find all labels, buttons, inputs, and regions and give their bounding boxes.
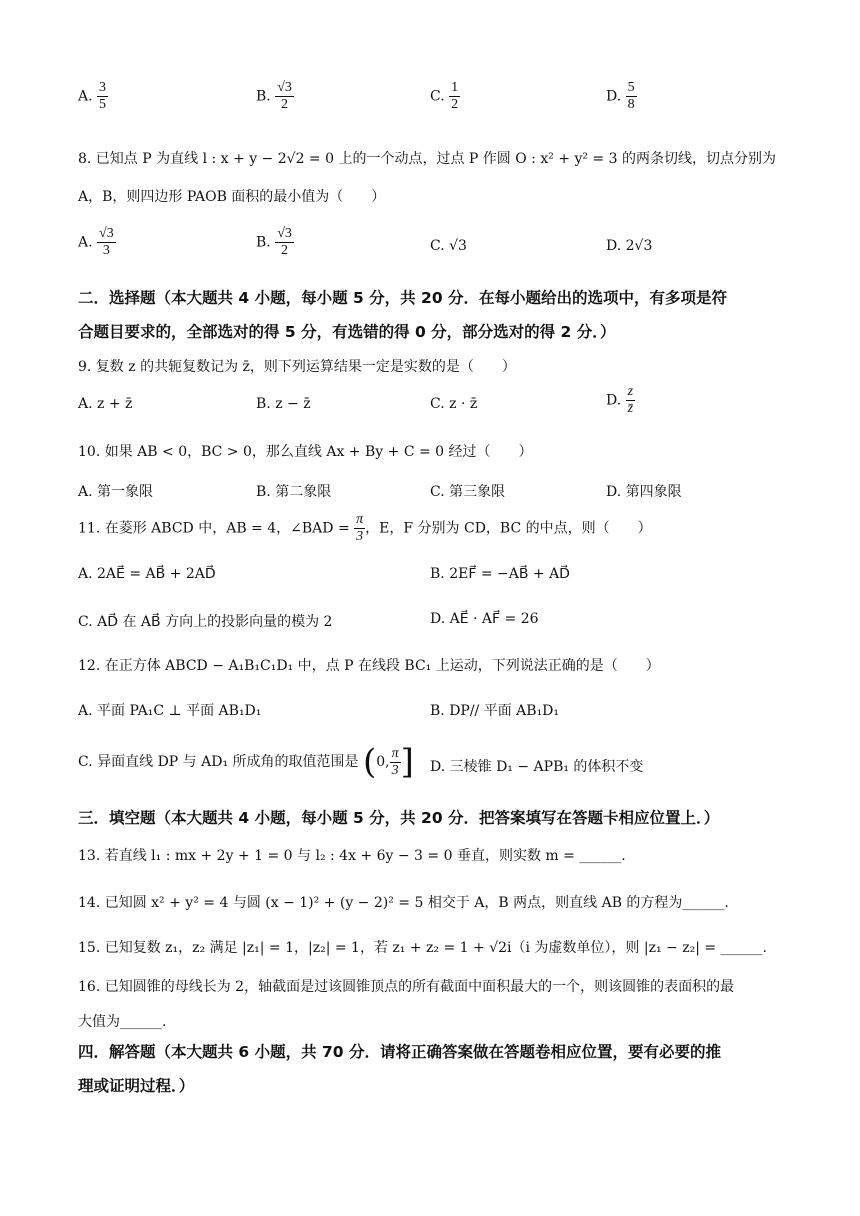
numerator: 5: [627, 80, 635, 95]
q11-stem-pre: 11. 在菱形 ABCD 中，AB = 4，∠BAD =: [78, 520, 350, 537]
q9-option-d: [606, 384, 635, 417]
denominator: z̄: [627, 401, 634, 416]
q10-option-d: D. 第四象限: [606, 484, 682, 500]
q9-option-a: A. z + z̄: [78, 396, 133, 412]
numerator: z: [627, 384, 634, 399]
fraction: [97, 80, 108, 113]
denominator: 2: [451, 97, 459, 112]
fraction: [275, 80, 294, 113]
numerator: 1: [451, 80, 459, 95]
q16-line1: 16. 已知圆锥的母线长为 2，轴截面是过该圆锥顶点的所有截面中面积最大的一个，则该圆锥的表面积的最: [78, 979, 735, 995]
option-label: D.: [606, 392, 622, 409]
denominator: 2: [281, 243, 289, 258]
fraction: [626, 384, 635, 417]
q7-option-d: [606, 80, 637, 113]
numerator: π: [356, 512, 364, 527]
denominator: 2: [281, 97, 289, 112]
denominator: 3: [102, 243, 110, 258]
q12-option-a: A. 平面 PA₁C ⊥ 平面 AB₁D₁: [78, 703, 262, 719]
q12-option-b: B. DP// 平面 AB₁D₁: [430, 703, 560, 719]
fraction: [97, 226, 116, 259]
denominator: 8: [627, 97, 635, 112]
fraction: [626, 80, 637, 113]
q16-line2: 大值为______.: [78, 1014, 167, 1030]
q11-option-d: D. AE⃗ · AF⃗ = 26: [430, 611, 539, 627]
q9-option-c: C. z · z̄: [430, 396, 478, 412]
denominator: 3: [356, 529, 364, 544]
option-label: A.: [78, 88, 93, 105]
q14-stem: 14. 已知圆 x² + y² = 4 与圆 (x − 1)² + (y − 2)² = 5 相交于 A，B 两点，则直线 AB 的方程为______.: [78, 895, 729, 911]
q8-stem-line1: 8. 已知点 P 为直线 l : x + y − 2√2 = 0 上的一个动点，过点 P 作圆 O : x² + y² = 3 的两条切线，切点分别为: [78, 151, 776, 167]
fraction: [354, 512, 365, 545]
q15-stem: 15. 已知复数 z₁，z₂ 满足 |z₁| = 1，|z₂| = 1，若 z₁ + z₂ = 1 + √2i（i 为虚数单位），则 |z₁ − z₂| = ______.: [78, 940, 767, 956]
q7-option-c: [430, 80, 460, 113]
section2-heading-line2: 合题目要求的，全部选对的得 5 分，有选错的得 0 分，部分选对的得 2 分．）: [78, 323, 616, 341]
q10-stem: 10. 如果 AB < 0，BC > 0，那么直线 Ax + By + C = 0 经过（ ）: [78, 444, 533, 460]
section2-heading-line1: 二．选择题（本大题共 4 小题，每小题 5 分，共 20 分．在每小题给出的选项中，有多项是符: [78, 289, 728, 307]
fraction: [390, 746, 401, 779]
q8-option-b: [256, 226, 294, 259]
section4-heading-line2: 理或证明过程．）: [78, 1077, 195, 1095]
q10-option-a: A. 第一象限: [78, 484, 154, 500]
q8-option-c: C. √3: [430, 238, 467, 254]
option-label: B.: [256, 234, 271, 251]
q11-option-b: B. 2EF⃗ = −AB⃗ + AD⃗: [430, 566, 570, 582]
q9-stem: 9. 复数 z 的共轭复数记为 z̄，则下列运算结果一定是实数的是（ ）: [78, 359, 516, 375]
q12-option-c: [78, 742, 414, 782]
denominator: 5: [99, 97, 107, 112]
q7-option-b: [256, 80, 294, 113]
q12-option-c-text: C. 异面直线 DP 与 AD₁ 所成角的取值范围是: [78, 754, 359, 770]
q12-stem: 12. 在正方体 ABCD − A₁B₁C₁D₁ 中，点 P 在线段 BC₁ 上运动，下列说法正确的是（ ）: [78, 658, 660, 674]
q11-stem: [78, 512, 790, 545]
q11-option-a: A. 2AE⃗ = AB⃗ + 2AD⃗: [78, 566, 216, 582]
section4-heading-line1: 四．解答题（本大题共 6 小题，共 70 分．请将正确答案做在答题卷相应位置，要有必要的推: [78, 1043, 721, 1061]
q11-option-c: C. AD⃗ 在 AB⃗ 方向上的投影向量的模为 2: [78, 614, 333, 630]
option-label: A.: [78, 234, 93, 251]
option-label: D.: [606, 88, 622, 105]
denominator: 3: [391, 762, 399, 778]
q7-option-a: [78, 80, 108, 113]
numerator: 3: [99, 80, 107, 95]
q8-option-d: D. 2√3: [606, 238, 653, 254]
numerator: √3: [277, 80, 292, 95]
option-label: C.: [430, 88, 445, 105]
q13-stem: 13. 若直线 l₁ : mx + 2y + 1 = 0 与 l₂ : 4x + 6y − 3 = 0 垂直，则实数 m = ______.: [78, 848, 626, 864]
interval-open-paren: (: [362, 742, 377, 782]
interval-close-bracket: ]: [400, 742, 414, 782]
interval-left: 0,: [376, 754, 390, 770]
numerator: √3: [277, 226, 292, 241]
numerator: π: [391, 745, 399, 761]
q9-option-b: B. z − z̄: [256, 396, 311, 412]
q8-option-a: [78, 226, 116, 259]
section3-heading: 三．填空题（本大题共 4 小题，每小题 5 分，共 20 分．把答案填写在答题卡相应位置上．）: [78, 809, 720, 827]
q11-stem-post: ，E，F 分别为 CD，BC 的中点，则（ ）: [365, 520, 652, 537]
q12-option-d: D. 三棱锥 D₁ − APB₁ 的体积不变: [430, 759, 644, 775]
q10-option-c: C. 第三象限: [430, 484, 506, 500]
q10-option-b: B. 第二象限: [256, 484, 332, 500]
option-label: B.: [256, 88, 271, 105]
fraction: [275, 226, 294, 259]
q8-stem-line2: A，B，则四边形 PAOB 面积的最小值为（ ）: [78, 189, 386, 205]
numerator: √3: [99, 226, 114, 241]
fraction: [449, 80, 460, 113]
